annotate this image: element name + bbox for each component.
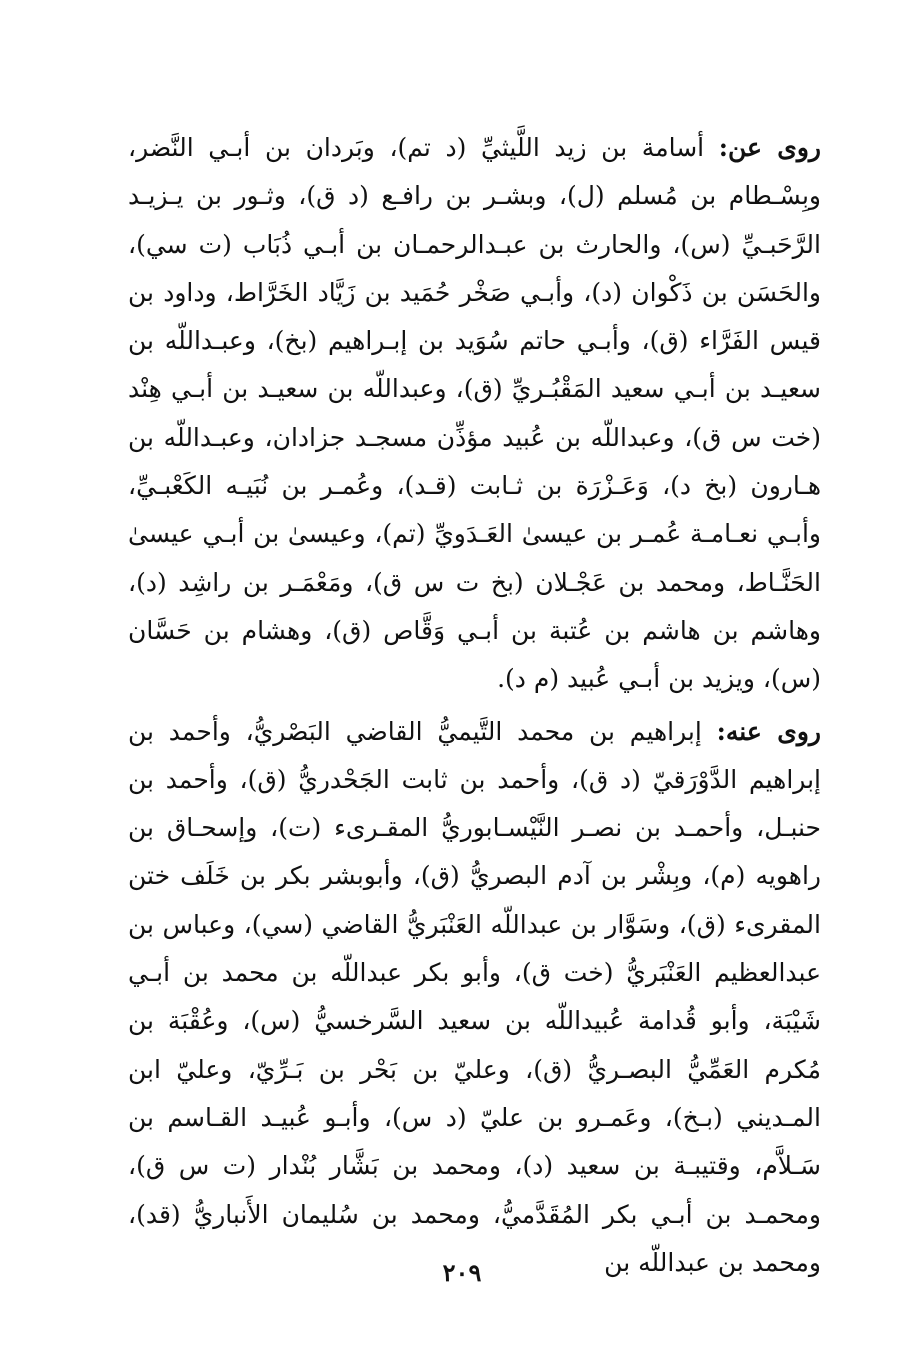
paragraph-narrated-from: [128, 124, 821, 704]
paragraph-body: إبراهيم بن محمد التَّيميُّ القاضي البَصْريُّ، وأحمد بن إبراهيم الدَّوْرَقيّ (د ق)، وأحمد بن ثابت الجَحْدريُّ (ق)، وأحمد بن حنبـل، وأحمـد بن نصـر النَّيْسـابوريُّ المقـرىء (ت)، وإسحـاق بن راهويه (م)، وبِشْر بن آدم البصريُّ (ق)، وأبوبشر بكر بن خَلَف ختن المقرىء (ق)، وسَوَّار بن عبداللّه العَنْبَريُّ القاضي (سي)، وعباس بن عبدالعظيم العَنْبَريُّ (خت ق)، وأبو بكر عبداللّه بن محمد بن أبـي شَيْبَة، وأبو قُدامة عُبيداللّه بن سعيد السَّرخسيُّ (س)، وعُقْبَة بن مُكرم العَمِّيُّ البصـريُّ (ق)، وعليّ بن بَحْر بن بَـرِّيّ، وعليّ ابن المـديني (بـخ)، وعَمـرو بن عليّ (د س)، وأبـو عُبيـد القـاسم بن سَـلاَّم، وقتيبـة بن سعيد (د)، ومحمد بن بَشَّار بُنْدار (ت س ق)، ومحمـد بن أبـي بكر المُقَدَّميُّ، ومحمد بن سُليمان الأَنباريُّ (قد)، ومحمد بن عبداللّه بن: [128, 716, 821, 1277]
page-number: ٢٠٩: [442, 1258, 482, 1287]
paragraph-heading: روى عن:: [718, 133, 822, 162]
paragraph-narrated-by: [128, 708, 821, 1288]
paragraph-body: أسامة بن زيد اللَّيثيِّ (د تم)، وبَردان بن أبـي النَّضر، وبِسْـطام بن مُسلم (ل)، وبشـر بن رافـع (د ق)، وثـور بن يـزيـد الرَّحَبـيِّ (س)، والحارث بن عبـدالرحمـان بن أبـي ذُبَاب (ت سي)، والحَسَن بن ذَكْوان (د)، وأبـي صَخْر حُمَيد بن زَيَّاد الخَرَّاط، وداود بن قيس الفَرَّاء (ق)، وأبـي حاتم سُوَيد بن إبـراهيم (بخ)، وعبـداللّه بن سعيـد بن أبـي سعيد المَقْبُـريِّ (ق)، وعبداللّه بن سعيـد بن أبـي هِنْد (خت س ق)، وعبداللّه بن عُبيد مؤذِّن مسجـد جزادان، وعبـداللّه بن هـارون (بخ د)، وَعَـزْرَة بن ثـابت (قـد)، وعُمـر بن نُبَيـه الكَعْبـيِّ، وأبـي نعـامـة عُمـر بن عيسىٰ العَـدَويِّ (تم)، وعيسىٰ بن أبـي عيسىٰ الحَنَّـاط، ومحمد بن عَجْـلان (بخ ت س ق)، ومَعْمَـر بن راشِد (د)، وهاشم بن هاشم بن عُتبة بن أبـي وَقَّاص (ق)، وهشام بن حَسَّان (س)، ويزيد بن أبـي عُبيد (م د).: [128, 133, 821, 694]
body-text: [128, 124, 821, 1287]
paragraph-heading: روى عنه:: [716, 716, 822, 746]
